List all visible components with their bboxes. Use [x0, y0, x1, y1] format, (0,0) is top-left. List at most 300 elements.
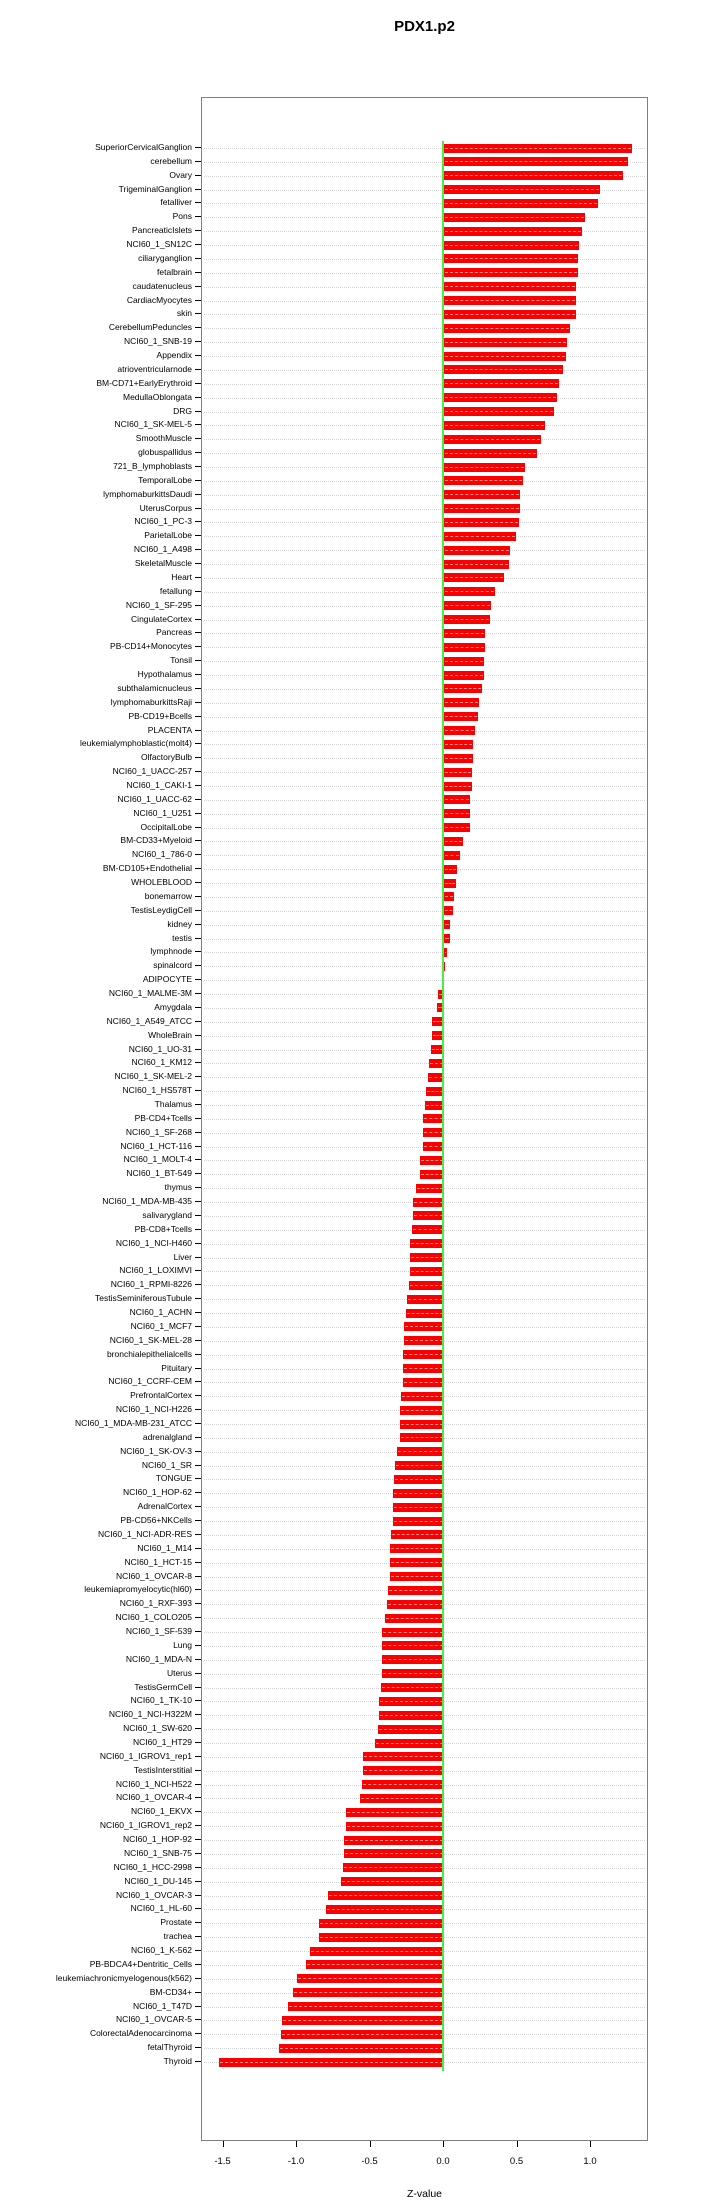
category-label: cerebellum — [150, 155, 192, 166]
bar-grid-dash — [445, 952, 446, 953]
y-axis-tick — [195, 1492, 201, 1493]
y-axis-tick — [195, 508, 201, 509]
y-axis-tick — [195, 1381, 201, 1382]
bar-grid-dash — [404, 1354, 443, 1355]
y-axis-tick — [195, 993, 201, 994]
gridline — [204, 564, 645, 565]
bar-grid-dash — [220, 2062, 443, 2063]
bar — [444, 310, 576, 319]
bar — [444, 546, 510, 555]
gridline — [204, 966, 645, 967]
y-axis-tick — [195, 730, 201, 731]
bar — [326, 1905, 444, 1914]
bar — [403, 1350, 444, 1359]
x-axis-tick — [590, 2141, 591, 2147]
bar-grid-dash — [383, 1632, 443, 1633]
gridline — [204, 675, 645, 676]
bar-grid-dash — [344, 1867, 443, 1868]
category-label: NCI60_1_SK-MEL-2 — [114, 1071, 192, 1082]
bar — [420, 1156, 444, 1165]
gridline — [204, 633, 645, 634]
y-axis-tick — [195, 189, 201, 190]
bar — [393, 1517, 444, 1526]
category-label: OlfactoryBulb — [140, 752, 192, 763]
category-label: NCI60_1_SF-295 — [125, 599, 192, 610]
category-label: atrioventricularnode — [117, 363, 192, 374]
y-axis-tick — [195, 1659, 201, 1660]
gridline — [204, 384, 645, 385]
bar — [444, 532, 516, 541]
gridline — [204, 439, 645, 440]
bar-grid-dash — [445, 425, 544, 426]
category-label: fetalliver — [160, 197, 192, 208]
bar-grid-dash — [445, 314, 575, 315]
bar-grid-dash — [424, 1118, 443, 1119]
bar — [363, 1766, 444, 1775]
bar — [407, 1295, 444, 1304]
y-axis-tick — [195, 300, 201, 301]
bar-grid-dash — [445, 467, 524, 468]
category-label: leukemiapromyelocytic(hl60) — [84, 1584, 192, 1595]
gridline — [204, 758, 645, 759]
bar — [390, 1572, 444, 1581]
category-label: BM-CD71+EarlyErythroid — [96, 377, 192, 388]
bar-grid-dash — [445, 383, 558, 384]
y-axis-tick — [195, 743, 201, 744]
bar — [444, 837, 463, 846]
y-axis-tick — [195, 216, 201, 217]
bar — [404, 1322, 444, 1331]
bar — [444, 657, 484, 666]
bar — [444, 199, 598, 208]
bar — [444, 463, 525, 472]
category-label: NCI60_1_NCI-H460 — [115, 1237, 192, 1248]
bar — [444, 809, 470, 818]
y-axis-tick — [195, 1922, 201, 1923]
category-label: NCI60_1_T47D — [132, 2000, 192, 2011]
bar-grid-dash — [392, 1534, 443, 1535]
y-axis-tick — [195, 1284, 201, 1285]
bar-grid-dash — [394, 1493, 443, 1494]
category-label: NCI60_1_RXF-393 — [119, 1598, 192, 1609]
gridline — [204, 1050, 645, 1051]
gridline — [204, 980, 645, 981]
y-axis-tick — [195, 1867, 201, 1868]
y-axis-tick — [195, 1714, 201, 1715]
bar-grid-dash — [445, 369, 562, 370]
bar-grid-dash — [445, 494, 519, 495]
bar — [346, 1822, 444, 1831]
bar-grid-dash — [445, 203, 597, 204]
bar — [388, 1586, 444, 1595]
category-label: PrefrontalCortex — [130, 1390, 192, 1401]
category-label: NCI60_1_SR — [141, 1459, 192, 1470]
category-label: NCI60_1_SF-539 — [125, 1626, 192, 1637]
bar — [444, 934, 450, 943]
category-label: NCI60_1_K-562 — [131, 1945, 192, 1956]
category-label: AdrenalCortex — [137, 1501, 192, 1512]
gridline — [204, 509, 645, 510]
gridline — [204, 952, 645, 953]
bar — [444, 338, 567, 347]
y-axis-tick — [195, 1506, 201, 1507]
category-label: Prostate — [160, 1917, 192, 1928]
bar — [343, 1863, 444, 1872]
bar — [413, 1198, 444, 1207]
category-label: Appendix — [156, 350, 192, 361]
bar-grid-dash — [445, 924, 449, 925]
bar-grid-dash — [429, 1077, 443, 1078]
bar-grid-dash — [401, 1424, 443, 1425]
bar — [444, 365, 563, 374]
gridline — [204, 1077, 645, 1078]
category-label: PB-CD14+Monocytes — [110, 641, 192, 652]
bar — [444, 782, 472, 791]
bar — [423, 1114, 444, 1123]
y-axis-tick — [195, 938, 201, 939]
bar-grid-dash — [383, 1673, 443, 1674]
category-label: NCI60_1_HCC-2998 — [113, 1861, 192, 1872]
gridline — [204, 606, 645, 607]
bar — [346, 1808, 444, 1817]
bar — [444, 393, 557, 402]
y-axis-tick — [195, 341, 201, 342]
category-label: PB-BDCA4+Dentritic_Cells — [89, 1958, 192, 1969]
bar — [444, 892, 454, 901]
y-axis-tick — [195, 1978, 201, 1979]
gridline — [204, 1091, 645, 1092]
bar — [413, 1211, 444, 1220]
bar — [444, 615, 490, 624]
bar — [423, 1128, 444, 1137]
category-label: NCI60_1_OVCAR-8 — [115, 1570, 192, 1581]
bar — [444, 324, 570, 333]
category-label: TONGUE — [155, 1473, 192, 1484]
category-label: SkeletalMuscle — [134, 558, 192, 569]
bar-grid-dash — [445, 577, 503, 578]
bar — [423, 1142, 444, 1151]
gridline — [204, 703, 645, 704]
bar-grid-dash — [398, 1451, 443, 1452]
bar — [444, 684, 482, 693]
bar-grid-dash — [445, 675, 483, 676]
bar-grid-dash — [329, 1895, 443, 1896]
y-axis-tick — [195, 1090, 201, 1091]
bar-grid-dash — [389, 1590, 443, 1591]
y-axis-tick — [195, 1437, 201, 1438]
category-label: NCI60_1_MDA-MB-231_ATCC — [75, 1418, 192, 1428]
category-label: kidney — [167, 918, 192, 929]
y-axis-tick — [195, 355, 201, 356]
bar-grid-dash — [401, 1437, 443, 1438]
y-axis-tick — [195, 1409, 201, 1410]
category-label: Uterus — [166, 1667, 192, 1678]
gridline — [204, 925, 645, 926]
category-label: TestisLeydigCell — [130, 904, 192, 915]
category-label: spinalcord — [153, 960, 192, 971]
category-label: BM-CD105+Endothelial — [102, 863, 192, 874]
bar-grid-dash — [394, 1521, 443, 1522]
y-axis-tick — [195, 1631, 201, 1632]
bar — [382, 1669, 444, 1678]
bar-grid-dash — [382, 1687, 443, 1688]
bar-grid-dash — [445, 342, 566, 343]
category-label: lymphomaburkittsDaudi — [103, 488, 192, 499]
gridline — [204, 1022, 645, 1023]
bar — [420, 1170, 444, 1179]
category-label: PLACENTA — [147, 724, 192, 735]
y-axis-tick — [195, 924, 201, 925]
category-label: NCI60_1_IGROV1_rep1 — [99, 1750, 192, 1761]
category-label: fetallung — [159, 585, 192, 596]
bar-grid-dash — [414, 1215, 443, 1216]
bar — [444, 379, 559, 388]
category-label: adrenalgland — [142, 1431, 192, 1442]
bar-grid-dash — [307, 1964, 443, 1965]
bar-grid-dash — [445, 397, 556, 398]
bar — [444, 795, 470, 804]
bar-grid-dash — [391, 1548, 443, 1549]
bar-grid-dash — [445, 272, 577, 273]
bar — [382, 1628, 444, 1637]
bar-grid-dash — [342, 1881, 443, 1882]
gridline — [204, 495, 645, 496]
category-label: NCI60_1_MALME-3M — [108, 988, 192, 999]
y-axis-tick — [195, 161, 201, 162]
bar-grid-dash — [411, 1243, 443, 1244]
bar — [393, 1503, 444, 1512]
bar — [444, 823, 470, 832]
y-axis-tick — [195, 813, 201, 814]
category-label: Thyroid — [163, 2056, 192, 2066]
x-tick-label: -1.0 — [287, 2156, 305, 2167]
category-label: UterusCorpus — [139, 502, 192, 513]
category-label: NCI60_1_A498 — [133, 544, 192, 555]
category-label: NCI60_1_TK-10 — [130, 1695, 192, 1706]
bar-grid-dash — [445, 799, 469, 800]
bar-grid-dash — [320, 1937, 443, 1938]
y-axis-tick — [195, 369, 201, 370]
y-axis-tick — [195, 619, 201, 620]
y-axis-tick — [195, 383, 201, 384]
bar-grid-dash — [404, 1382, 443, 1383]
category-label: NCI60_1_786-0 — [131, 849, 192, 860]
bar-grid-dash — [405, 1326, 443, 1327]
category-label: CardiacMyocytes — [126, 294, 192, 305]
gridline — [204, 1008, 645, 1009]
y-axis-tick — [195, 1451, 201, 1452]
y-axis-tick — [195, 1964, 201, 1965]
category-label: ColorectalAdenocarcinoma — [89, 2028, 192, 2039]
y-axis-tick — [195, 1298, 201, 1299]
category-label: 721_B_lymphoblasts — [113, 461, 192, 471]
bar — [444, 254, 578, 263]
bar — [403, 1364, 444, 1373]
category-label: SmoothMuscle — [135, 433, 192, 444]
x-tick-label: -1.5 — [214, 2156, 231, 2167]
bar — [293, 1988, 444, 1997]
category-label: thymus — [164, 1182, 192, 1193]
bar-grid-dash — [383, 1645, 443, 1646]
bar-grid-dash — [445, 522, 518, 523]
y-axis-tick — [195, 397, 201, 398]
gridline — [204, 314, 645, 315]
y-axis-tick — [195, 1534, 201, 1535]
y-axis-tick — [195, 2006, 201, 2007]
bar-grid-dash — [445, 245, 578, 246]
category-label: NCI60_1_SK-MEL-5 — [114, 419, 192, 430]
gridline — [204, 661, 645, 662]
bar-grid-dash — [445, 758, 472, 759]
gridline — [204, 356, 645, 357]
gridline — [204, 786, 645, 787]
category-label: NCI60_1_U251 — [133, 807, 192, 818]
y-axis-tick — [195, 1395, 201, 1396]
bar-grid-dash — [445, 328, 569, 329]
y-axis-tick — [195, 1132, 201, 1133]
bar — [390, 1544, 444, 1553]
bar — [444, 476, 523, 485]
y-axis-tick — [195, 1187, 201, 1188]
x-tick-label: 0.0 — [436, 2156, 450, 2167]
bar — [444, 171, 623, 180]
y-axis-tick — [195, 230, 201, 231]
gridline — [204, 939, 645, 940]
category-label: NCI60_1_SNB-75 — [123, 1847, 192, 1858]
y-axis-tick — [195, 882, 201, 883]
category-label: OccipitalLobe — [140, 821, 192, 832]
gridline — [204, 370, 645, 371]
gridline — [204, 578, 645, 579]
bar — [282, 2016, 444, 2025]
bar — [344, 1849, 444, 1858]
y-axis-tick — [195, 1908, 201, 1909]
bar-grid-dash — [396, 1465, 443, 1466]
gridline — [204, 869, 645, 870]
bar — [319, 1933, 444, 1942]
category-label: SuperiorCervicalGanglion — [95, 142, 192, 152]
y-axis-tick — [195, 521, 201, 522]
y-axis-tick — [195, 1229, 201, 1230]
bar-grid-dash — [445, 605, 490, 606]
bar — [444, 407, 554, 416]
bar-grid-dash — [298, 1978, 443, 1979]
category-label: NCI60_1_SW-620 — [123, 1723, 192, 1734]
y-axis-tick — [195, 1576, 201, 1577]
category-label: WHOLEBLOOD — [131, 877, 192, 888]
bar-grid-dash — [417, 1188, 443, 1189]
gridline — [204, 814, 645, 815]
y-axis-tick — [195, 2019, 201, 2020]
bar-grid-dash — [407, 1313, 443, 1314]
bar-grid-dash — [345, 1840, 443, 1841]
bar — [360, 1794, 444, 1803]
bar-grid-dash — [445, 453, 536, 454]
category-label: NCI60_1_HS578T — [122, 1085, 192, 1096]
gridline — [204, 744, 645, 745]
category-label: NCI60_1_ACHN — [129, 1307, 192, 1318]
bar — [444, 587, 495, 596]
y-axis-tick — [195, 549, 201, 550]
category-label: PB-CD19+Bcells — [128, 710, 192, 721]
bar-grid-dash — [445, 356, 565, 357]
bar-grid-dash — [445, 633, 484, 634]
bar — [444, 698, 479, 707]
y-axis-tick — [195, 1992, 201, 1993]
y-axis-tick — [195, 660, 201, 661]
bar — [410, 1267, 444, 1276]
y-axis-tick — [195, 1368, 201, 1369]
y-axis-tick — [195, 411, 201, 412]
gridline — [204, 800, 645, 801]
gridline — [204, 536, 645, 537]
bar — [410, 1239, 444, 1248]
bar — [444, 268, 578, 277]
bar — [444, 920, 450, 929]
y-axis-tick — [195, 1548, 201, 1549]
y-axis-tick — [195, 840, 201, 841]
bar — [444, 296, 576, 305]
y-axis-tick — [195, 2047, 201, 2048]
y-axis-tick — [195, 591, 201, 592]
category-label: NCI60_1_CCRF-CEM — [108, 1376, 192, 1387]
bar — [378, 1725, 444, 1734]
bar-grid-dash — [445, 786, 471, 787]
bar-grid-dash — [386, 1618, 443, 1619]
bar — [444, 504, 520, 513]
category-label: lymphnode — [150, 946, 192, 957]
bar-grid-dash — [345, 1853, 443, 1854]
category-label: bronchialepithelialcells — [106, 1348, 192, 1359]
y-axis-tick — [195, 1673, 201, 1674]
bar — [219, 2058, 444, 2067]
bar — [444, 643, 485, 652]
gridline — [204, 717, 645, 718]
y-axis-tick — [195, 1853, 201, 1854]
gridline — [204, 855, 645, 856]
y-axis-tick — [195, 1617, 201, 1618]
gridline — [204, 689, 645, 690]
gridline — [204, 897, 645, 898]
category-label: NCI60_1_UACC-257 — [112, 766, 192, 777]
gridline — [204, 994, 645, 995]
bar-grid-dash — [388, 1604, 443, 1605]
bar-grid-dash — [380, 1715, 443, 1716]
category-label: NCI60_1_DU-145 — [124, 1875, 192, 1886]
category-label: PancreaticIslets — [132, 225, 192, 236]
bar — [385, 1614, 444, 1623]
category-label: NCI60_1_A549_ATCC — [106, 1015, 192, 1026]
y-axis-tick — [195, 1839, 201, 1840]
bar-grid-dash — [445, 300, 575, 301]
bar-grid-dash — [445, 480, 522, 481]
y-axis-tick — [195, 1811, 201, 1812]
bar-grid-dash — [445, 619, 489, 620]
bar-grid-dash — [364, 1770, 443, 1771]
bar — [310, 1947, 444, 1956]
gridline — [204, 1063, 645, 1064]
category-label: PB-CD4+Tcells — [134, 1112, 192, 1123]
bar-grid-dash — [424, 1146, 443, 1147]
y-axis-tick — [195, 771, 201, 772]
category-label: NCI60_1_HT29 — [132, 1737, 192, 1747]
bar — [444, 157, 628, 166]
y-axis-tick — [195, 1340, 201, 1341]
bar — [444, 962, 445, 971]
bar — [375, 1739, 444, 1748]
bar-grid-dash — [445, 841, 462, 842]
bar-grid-dash — [445, 716, 477, 717]
